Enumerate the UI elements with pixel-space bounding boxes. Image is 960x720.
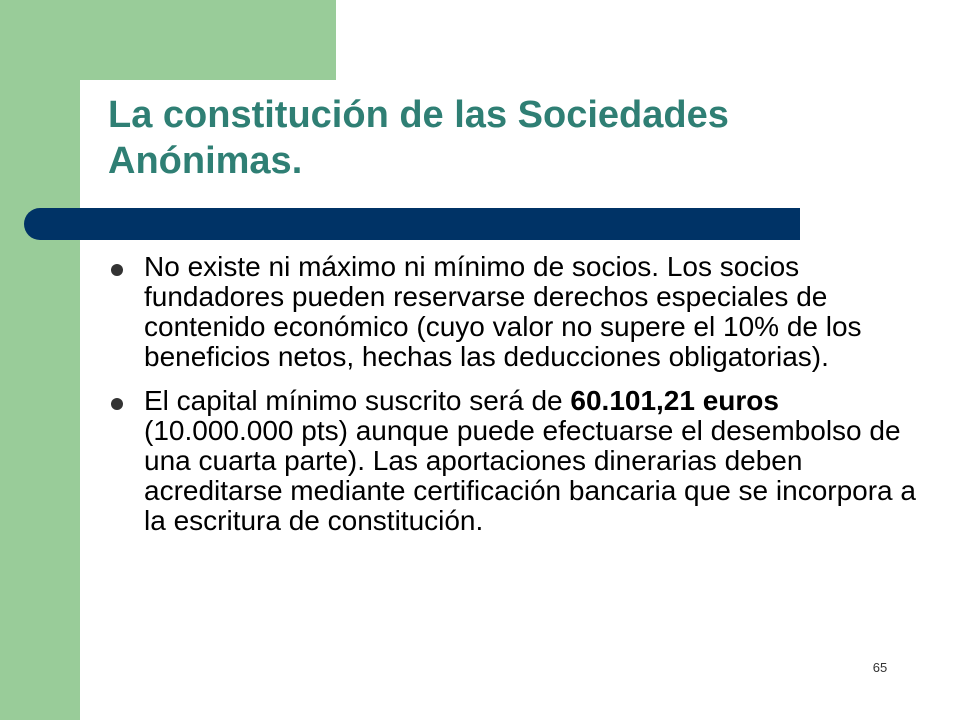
- capital-amount: 60.101,21 euros: [570, 385, 779, 416]
- title-rule-bar: [24, 208, 800, 240]
- left-accent-band: [0, 0, 80, 720]
- bullet-text-start: El capital mínimo suscrito será de: [144, 385, 571, 416]
- top-accent-band: [0, 0, 336, 80]
- bullet-text: No existe ni máximo ni mínimo de socios. Los socios fundadores pueden reservarse derechos especiales de contenido económico (cuyo valor no supere el 10% de los beneficios netos, hechas las deducciones obligatorias).: [144, 251, 862, 372]
- bullet-text-end: (10.000.000 pts) aunque puede efectuarse el desembolso de una cuarta parte). Las aportaciones dinerarias deben acreditarse mediante certificación bancaria que se incorpora a la escritura de constitución.: [144, 415, 916, 536]
- bullet-item-socios: [108, 252, 928, 372]
- page-number: 65: [872, 660, 888, 675]
- bullet-item-capital: [108, 386, 928, 536]
- bullet-icon: [111, 264, 123, 276]
- bullet-list: [108, 252, 928, 550]
- bullet-icon: [111, 398, 123, 410]
- slide-title: La constitución de las Sociedades Anónimas.: [108, 94, 729, 182]
